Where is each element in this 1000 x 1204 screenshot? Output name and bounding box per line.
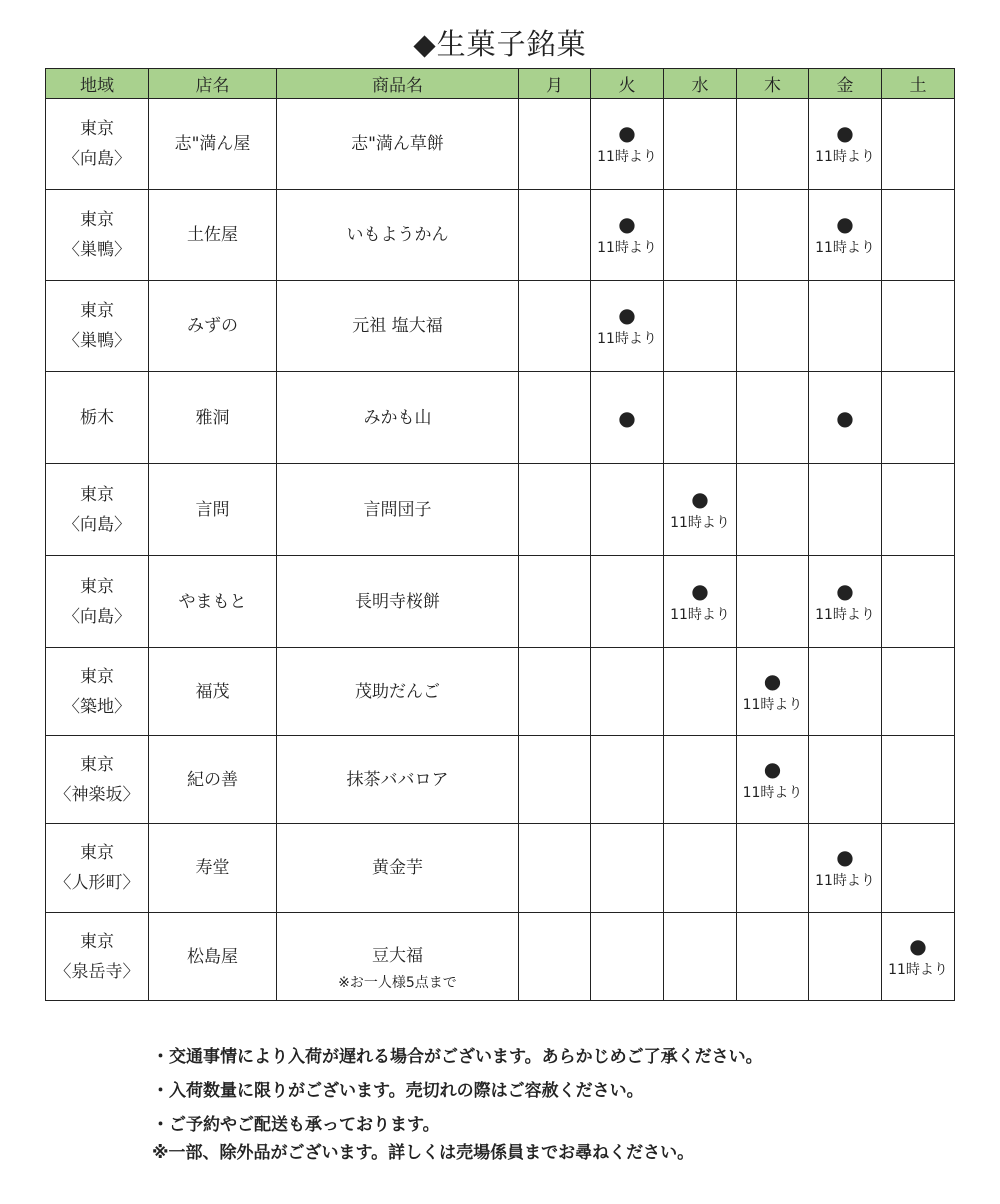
day-cell-mon <box>519 824 591 913</box>
note-line: ・交通事情により入荷が遅れる場合がございます。あらかじめご了承ください。 <box>152 1047 763 1067</box>
product-cell <box>277 736 519 824</box>
region-cell <box>46 648 149 736</box>
product-cell <box>277 556 519 648</box>
table-row <box>46 464 955 556</box>
table-row <box>46 913 955 1001</box>
table-row <box>46 556 955 648</box>
arrival-time: 11時より <box>742 696 803 713</box>
shop-cell: 寿堂 <box>149 824 277 913</box>
table-row <box>46 824 955 913</box>
product-cell <box>277 190 519 281</box>
available-dot-icon: ● <box>836 578 854 603</box>
day-cell-tue <box>591 190 664 281</box>
day-cell-mon <box>519 913 591 1001</box>
day-cell-mon <box>519 190 591 281</box>
available-dot-icon: ● <box>691 578 709 603</box>
day-cell-thu <box>737 281 809 372</box>
day-cell-sat <box>882 281 955 372</box>
region-cell <box>46 913 149 1001</box>
day-cell-tue <box>591 556 664 648</box>
region-cell <box>46 190 149 281</box>
product-name: 志"満ん草餅 <box>351 134 444 154</box>
day-cell-wed <box>664 99 737 190</box>
day-cell-sat <box>882 736 955 824</box>
available-dot-icon: ● <box>618 405 636 430</box>
day-cell-wed <box>664 464 737 556</box>
available-dot-icon: ● <box>763 756 782 781</box>
region-line: 東京 <box>80 666 114 687</box>
table-row <box>46 190 955 281</box>
arrival-time: 11時より <box>597 240 657 256</box>
note-line: ・入荷数量に限りがございます。売切れの際はご容赦ください。 <box>152 1081 644 1101</box>
region-line: 東京 <box>80 301 114 321</box>
region-line: 〈築地〉 <box>63 696 131 717</box>
table-row <box>46 372 955 464</box>
product-name: 言問団子 <box>363 499 432 520</box>
day-cell-tue <box>591 281 664 372</box>
available-dot-icon: ● <box>618 121 636 145</box>
available-dot-icon: ● <box>836 845 854 869</box>
day-cell-fri <box>809 648 882 736</box>
product-note: ※お一人様5点まで <box>338 974 457 991</box>
day-cell-thu <box>737 648 809 736</box>
note-line: ※一部、除外品がございます。詳しくは売場係員までお尋ねください。 <box>152 1143 695 1163</box>
day-cell-wed <box>664 824 737 913</box>
product-cell <box>277 648 519 736</box>
day-cell-fri <box>809 736 882 824</box>
day-cell-thu <box>737 556 809 648</box>
arrival-time: 11時より <box>815 240 875 256</box>
day-cell-thu <box>737 736 809 824</box>
day-cell-fri <box>809 913 882 1001</box>
product-name: 抹茶ババロア <box>346 769 449 790</box>
arrival-time: 11時より <box>815 149 875 165</box>
day-cell-tue <box>591 736 664 824</box>
arrival-time: 11時より <box>888 961 948 978</box>
arrival-time: 11時より <box>597 331 657 347</box>
product-cell <box>277 824 519 913</box>
region-line: 東京 <box>80 843 114 863</box>
region-line: 東京 <box>80 119 114 139</box>
region-line: 東京 <box>80 484 114 505</box>
day-cell-sat <box>882 99 955 190</box>
day-cell-sat <box>882 824 955 913</box>
day-cell-fri <box>809 190 882 281</box>
arrival-time: 11時より <box>670 606 730 623</box>
shop-cell: 福茂 <box>149 648 277 736</box>
region-line: 〈巣鴨〉 <box>63 331 131 351</box>
day-cell-thu <box>737 372 809 464</box>
available-dot-icon: ● <box>763 668 782 693</box>
region-cell <box>46 281 149 372</box>
day-cell-wed <box>664 190 737 281</box>
shop-cell: みずの <box>149 281 277 372</box>
available-dot-icon: ● <box>618 303 636 327</box>
region-cell <box>46 736 149 824</box>
day-cell-fri <box>809 99 882 190</box>
region-line: 東京 <box>80 754 114 775</box>
day-cell-sat <box>882 190 955 281</box>
available-dot-icon: ● <box>618 212 636 236</box>
shop-cell: やまもと <box>149 556 277 648</box>
day-cell-mon <box>519 648 591 736</box>
day-cell-wed <box>664 372 737 464</box>
day-cell-fri <box>809 281 882 372</box>
arrival-time: 11時より <box>670 514 730 531</box>
arrival-time: 11時より <box>815 873 875 889</box>
schedule-body <box>46 99 955 1001</box>
schedule-table <box>45 68 955 1001</box>
header-product: 商品名 <box>277 69 519 99</box>
product-cell <box>277 99 519 190</box>
day-cell-sat <box>882 464 955 556</box>
available-dot-icon: ● <box>836 405 854 430</box>
day-cell-mon <box>519 281 591 372</box>
day-cell-mon <box>519 372 591 464</box>
day-cell-wed <box>664 736 737 824</box>
header-region: 地域 <box>46 69 149 99</box>
day-cell-tue <box>591 372 664 464</box>
day-cell-thu <box>737 913 809 1001</box>
shop-cell: 土佐屋 <box>149 190 277 281</box>
product-cell <box>277 372 519 464</box>
region-cell <box>46 464 149 556</box>
region-cell <box>46 556 149 648</box>
product-cell <box>277 464 519 556</box>
product-name: いもようかん <box>346 225 449 245</box>
day-cell-sat <box>882 556 955 648</box>
note-line: ・ご予約やご配送も承っております。 <box>152 1115 440 1135</box>
notes <box>152 1040 763 1170</box>
day-cell-thu <box>737 464 809 556</box>
day-cell-wed <box>664 648 737 736</box>
region-cell <box>46 99 149 190</box>
day-cell-wed <box>664 281 737 372</box>
available-dot-icon: ● <box>836 121 854 145</box>
day-cell-fri <box>809 556 882 648</box>
product-cell <box>277 913 519 1001</box>
region-cell <box>46 824 149 913</box>
shop-cell: 言問 <box>149 464 277 556</box>
shop-cell: 紀の善 <box>149 736 277 824</box>
header-tue: 火 <box>591 69 664 99</box>
day-cell-sat <box>882 648 955 736</box>
table-row <box>46 736 955 824</box>
day-cell-sat <box>882 372 955 464</box>
day-cell-wed <box>664 556 737 648</box>
day-cell-fri <box>809 464 882 556</box>
available-dot-icon: ● <box>909 933 927 958</box>
arrival-time: 11時より <box>815 606 875 623</box>
day-cell-mon <box>519 736 591 824</box>
product-cell <box>277 281 519 372</box>
product-name: 豆大福 <box>372 945 423 966</box>
header-fri: 金 <box>809 69 882 99</box>
region-cell <box>46 372 149 464</box>
region-line: 東京 <box>80 210 114 230</box>
product-name: みかも山 <box>363 407 432 428</box>
day-cell-tue <box>591 913 664 1001</box>
arrival-time: 11時より <box>742 784 803 801</box>
header-mon: 月 <box>519 69 591 99</box>
table-row <box>46 99 955 190</box>
region-line: 栃木 <box>80 407 114 428</box>
header-row <box>46 69 955 99</box>
day-cell-mon <box>519 556 591 648</box>
day-cell-fri <box>809 824 882 913</box>
day-cell-mon <box>519 99 591 190</box>
shop-cell: 志"満ん屋 <box>149 99 277 190</box>
region-line: 東京 <box>80 576 114 597</box>
shop-cell: 雅洞 <box>149 372 277 464</box>
region-line: 〈向島〉 <box>63 514 131 535</box>
day-cell-tue <box>591 824 664 913</box>
region-line: 〈泉岳寺〉 <box>54 961 140 982</box>
region-line: 〈向島〉 <box>63 149 131 169</box>
product-name: 黄金芋 <box>372 858 423 878</box>
region-line: 〈神楽坂〉 <box>54 784 140 805</box>
day-cell-tue <box>591 648 664 736</box>
header-wed: 水 <box>664 69 737 99</box>
header-shop: 店名 <box>149 69 277 99</box>
day-cell-thu <box>737 99 809 190</box>
day-cell-wed <box>664 913 737 1001</box>
available-dot-icon: ● <box>836 212 854 236</box>
region-line: 〈巣鴨〉 <box>63 240 131 260</box>
day-cell-fri <box>809 372 882 464</box>
header-sat: 土 <box>882 69 955 99</box>
header-thu: 木 <box>737 69 809 99</box>
page-title: ◆生菓子銘菓 <box>413 27 587 61</box>
region-line: 〈人形町〉 <box>54 873 140 893</box>
day-cell-sat <box>882 913 955 1001</box>
product-name: 茂助だんご <box>355 681 440 702</box>
day-cell-tue <box>591 99 664 190</box>
product-name: 元祖 塩大福 <box>352 316 443 336</box>
day-cell-tue <box>591 464 664 556</box>
region-line: 〈向島〉 <box>63 606 131 627</box>
day-cell-thu <box>737 190 809 281</box>
shop-cell: 松島屋 <box>149 913 277 1001</box>
day-cell-mon <box>519 464 591 556</box>
region-line: 東京 <box>80 931 114 952</box>
day-cell-thu <box>737 824 809 913</box>
table-row <box>46 281 955 372</box>
available-dot-icon: ● <box>691 486 709 511</box>
table-row <box>46 648 955 736</box>
arrival-time: 11時より <box>597 149 657 165</box>
product-name: 長明寺桜餅 <box>355 591 440 612</box>
